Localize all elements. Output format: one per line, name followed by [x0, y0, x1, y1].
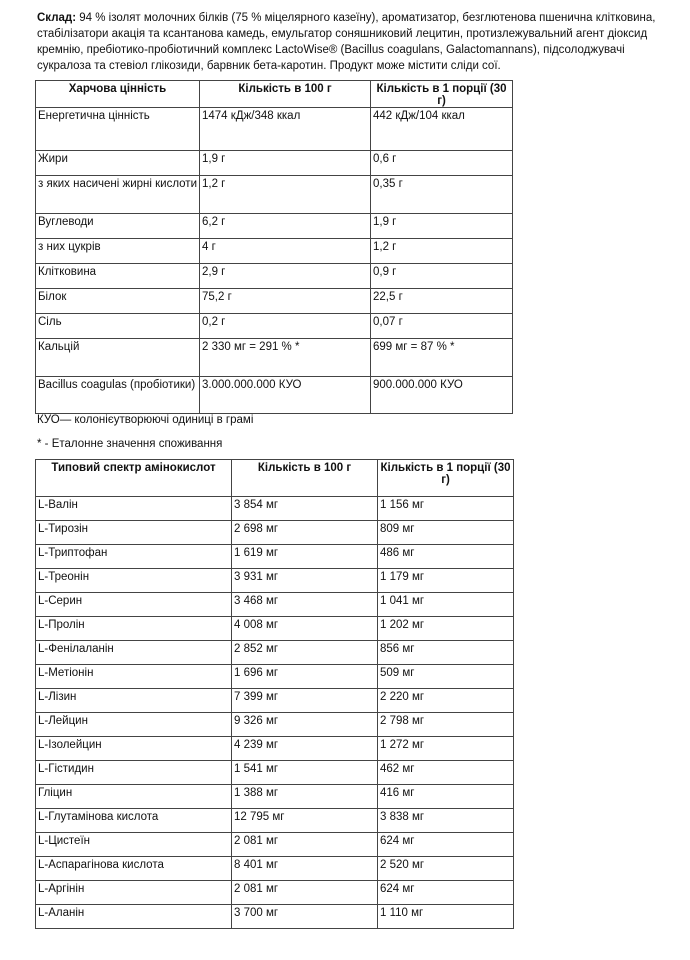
amino-value-100g: 4 239 мг	[232, 737, 378, 761]
amino-name: L-Глутамінова кислота	[36, 809, 232, 833]
amino-value-portion: 1 202 мг	[378, 617, 514, 641]
amino-value-portion: 486 мг	[378, 545, 514, 569]
amino-value-portion: 509 мг	[378, 665, 514, 689]
table-row	[36, 264, 513, 289]
table-row	[36, 108, 513, 151]
table-row	[36, 214, 513, 239]
composition-paragraph	[37, 10, 657, 74]
amino-value-portion: 2 220 мг	[378, 689, 514, 713]
amino-value-100g: 1 696 мг	[232, 665, 378, 689]
nutrient-name: Кальцій	[36, 339, 200, 377]
table-row	[36, 785, 514, 809]
amino-value-100g: 12 795 мг	[232, 809, 378, 833]
table-row	[36, 239, 513, 264]
amino-value-portion: 1 041 мг	[378, 593, 514, 617]
amino-value-100g: 3 468 мг	[232, 593, 378, 617]
amino-name: L-Гістидин	[36, 761, 232, 785]
nutrient-value-portion: 22,5 г	[371, 289, 513, 314]
amino-value-portion: 809 мг	[378, 521, 514, 545]
amino-name: L-Валін	[36, 497, 232, 521]
nutrition-table	[35, 80, 513, 414]
nutrient-value-portion: 699 мг = 87 % *	[371, 339, 513, 377]
nutrient-value-portion: 1,2 г	[371, 239, 513, 264]
nutrient-name: Сіль	[36, 314, 200, 339]
composition-label: Склад:	[37, 12, 77, 24]
table-row	[36, 857, 514, 881]
reference-footnote: * - Еталонне значення споживання	[37, 438, 223, 450]
table-row	[36, 833, 514, 857]
nutrient-value-100g: 75,2 г	[200, 289, 371, 314]
amino-name: L-Цистеїн	[36, 833, 232, 857]
nutrient-value-100g: 2,9 г	[200, 264, 371, 289]
amino-header-portion: Кількість в 1 порції (30 г)	[378, 460, 514, 497]
nutrition-header-portion: Кількість в 1 порції (30 г)	[371, 81, 513, 108]
nutrient-value-100g: 0,2 г	[200, 314, 371, 339]
amino-name: L-Метіонін	[36, 665, 232, 689]
nutrient-name: Жири	[36, 151, 200, 176]
amino-value-100g: 7 399 мг	[232, 689, 378, 713]
amino-header-100g: Кількість в 100 г	[232, 460, 378, 497]
nutrient-name: Клітковина	[36, 264, 200, 289]
amino-name: L-Тирозін	[36, 521, 232, 545]
amino-name: L-Лізин	[36, 689, 232, 713]
amino-acid-table	[35, 459, 514, 929]
nutrition-header-name: Харчова цінність	[36, 81, 200, 108]
amino-value-portion: 1 272 мг	[378, 737, 514, 761]
table-row	[36, 641, 514, 665]
amino-name: Гліцин	[36, 785, 232, 809]
amino-value-portion: 856 мг	[378, 641, 514, 665]
nutrient-value-portion: 0,07 г	[371, 314, 513, 339]
table-row	[36, 737, 514, 761]
amino-value-portion: 2 520 мг	[378, 857, 514, 881]
nutrient-value-100g: 1,9 г	[200, 151, 371, 176]
amino-value-100g: 1 541 мг	[232, 761, 378, 785]
amino-value-portion: 624 мг	[378, 833, 514, 857]
table-row	[36, 761, 514, 785]
amino-name: L-Триптофан	[36, 545, 232, 569]
table-row	[36, 569, 514, 593]
table-row	[36, 617, 514, 641]
table-row	[36, 151, 513, 176]
nutrient-value-100g: 1,2 г	[200, 176, 371, 214]
table-row	[36, 521, 514, 545]
amino-value-100g: 2 698 мг	[232, 521, 378, 545]
amino-header-name: Типовий спектр амінокислот	[36, 460, 232, 497]
table-row	[36, 339, 513, 377]
nutrient-value-100g: 3.000.000.000 КУО	[200, 377, 371, 414]
nutrient-value-portion: 0,6 г	[371, 151, 513, 176]
amino-name: L-Фенілаланін	[36, 641, 232, 665]
table-row	[36, 377, 513, 414]
amino-value-portion: 1 156 мг	[378, 497, 514, 521]
nutrition-header-row	[36, 81, 513, 108]
amino-value-portion: 1 179 мг	[378, 569, 514, 593]
amino-value-portion: 416 мг	[378, 785, 514, 809]
amino-name: L-Пролін	[36, 617, 232, 641]
amino-value-portion: 2 798 мг	[378, 713, 514, 737]
amino-name: L-Серин	[36, 593, 232, 617]
nutrient-name: Енергетична цінність	[36, 108, 200, 151]
table-row	[36, 713, 514, 737]
amino-value-100g: 3 854 мг	[232, 497, 378, 521]
amino-value-portion: 3 838 мг	[378, 809, 514, 833]
nutrient-value-100g: 6,2 г	[200, 214, 371, 239]
amino-value-100g: 4 008 мг	[232, 617, 378, 641]
amino-name: L-Аргінін	[36, 881, 232, 905]
amino-value-100g: 1 619 мг	[232, 545, 378, 569]
table-row	[36, 665, 514, 689]
table-row	[36, 176, 513, 214]
amino-value-100g: 3 700 мг	[232, 905, 378, 929]
amino-value-portion: 462 мг	[378, 761, 514, 785]
table-row	[36, 314, 513, 339]
amino-value-portion: 1 110 мг	[378, 905, 514, 929]
table-row	[36, 905, 514, 929]
table-row	[36, 497, 514, 521]
amino-name: L-Ізолейцин	[36, 737, 232, 761]
table-row	[36, 545, 514, 569]
amino-value-100g: 2 081 мг	[232, 881, 378, 905]
table-row	[36, 593, 514, 617]
nutrient-value-portion: 0,9 г	[371, 264, 513, 289]
kuo-footnote: КУО— колонієутворюючі одиниці в грамі	[37, 414, 254, 426]
amino-name: L-Аланін	[36, 905, 232, 929]
table-row	[36, 689, 514, 713]
nutrition-header-100g: Кількість в 100 г	[200, 81, 371, 108]
table-row	[36, 289, 513, 314]
amino-value-100g: 8 401 мг	[232, 857, 378, 881]
amino-value-100g: 2 081 мг	[232, 833, 378, 857]
composition-text: 94 % ізолят молочних білків (75 % міцелярного казеїну), ароматизатор, безглютенова пшенична клітковина, стабілізатори акація та ксантанова камедь, емульгатор соняшниковий лецитин, протизлежувальний агент діоксид кремнію, пребіотико-пробіотичний комплекс LactoWise® (Bacillus coagulans, Galactomannans), підсолоджувачі сукралоза та стевіол глікозиди, барвник бета-каротин. Продукт може містити сліди сої.	[37, 12, 656, 72]
nutrient-name: Вуглеводи	[36, 214, 200, 239]
nutrient-value-100g: 4 г	[200, 239, 371, 264]
amino-name: L-Треонін	[36, 569, 232, 593]
amino-name: L-Лейцин	[36, 713, 232, 737]
table-row	[36, 881, 514, 905]
nutrient-value-portion: 442 кДж/104 ккал	[371, 108, 513, 151]
nutrient-name: Bacillus coagulas (пробіотики)	[36, 377, 200, 414]
table-row	[36, 809, 514, 833]
nutrient-value-100g: 2 330 мг = 291 % *	[200, 339, 371, 377]
nutrient-name: з яких насичені жирні кислоти	[36, 176, 200, 214]
nutrient-name: з них цукрів	[36, 239, 200, 264]
nutrient-value-portion: 0,35 г	[371, 176, 513, 214]
amino-value-portion: 624 мг	[378, 881, 514, 905]
amino-value-100g: 3 931 мг	[232, 569, 378, 593]
amino-value-100g: 1 388 мг	[232, 785, 378, 809]
nutrient-value-100g: 1474 кДж/348 ккал	[200, 108, 371, 151]
nutrient-value-portion: 900.000.000 КУО	[371, 377, 513, 414]
nutrient-name: Білок	[36, 289, 200, 314]
amino-name: L-Аспарагінова кислота	[36, 857, 232, 881]
amino-value-100g: 9 326 мг	[232, 713, 378, 737]
amino-value-100g: 2 852 мг	[232, 641, 378, 665]
nutrient-value-portion: 1,9 г	[371, 214, 513, 239]
amino-header-row	[36, 460, 514, 497]
